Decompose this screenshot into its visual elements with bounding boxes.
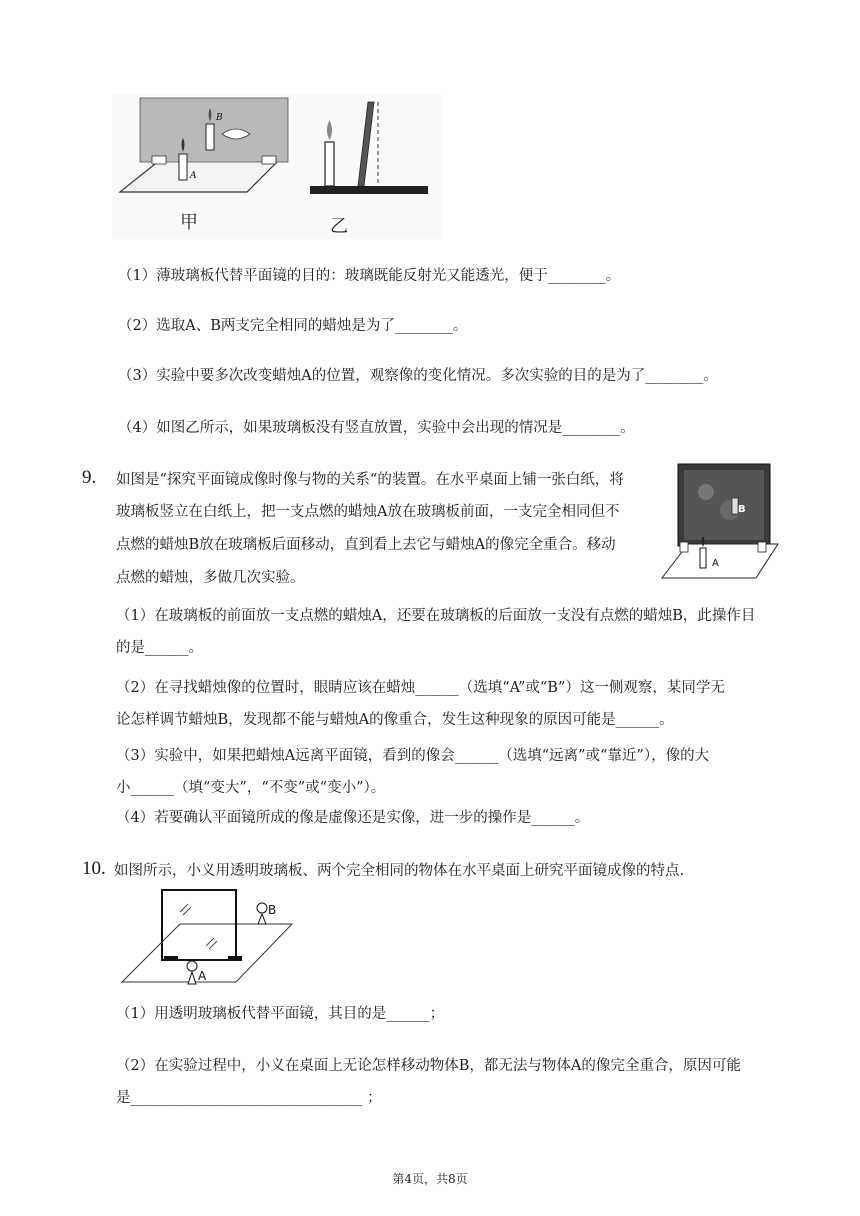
q9-item-1b: 的是______。 [116,640,203,656]
q9-item-2b: 论怎样调节蜡烛B，发现都不能与蜡烛A的像重合，发生这种现象的原因可能是______。 [116,712,674,728]
q8-item-3: （3）实验中要多次改变蜡烛A的位置，观察像的变化情况。多次实验的目的是为了________。 [118,368,718,384]
fig-label-jia: 甲 [180,212,198,233]
figure-q10-apparatus [120,888,295,988]
q9-intro-line-2: 玻璃板竖立在白纸上，把一支点燃的蜡烛A放在玻璃板前面，一支完全相同但不 [116,504,620,520]
q9-fig-label-a: A [712,558,719,569]
fig-label-candle-b: B [216,113,223,123]
q9-item-2a: （2）在寻找蜡烛像的位置时，眼睛应该在蜡烛______（选填“A”或“B”）这一侧观察，某同学无 [116,680,725,696]
q10-item-1: （1）用透明玻璃板代替平面镜，其目的是______； [116,1006,445,1022]
q8-item-2: （2）选取A、B两支完全相同的蜡烛是为了________。 [118,318,468,334]
q10-item-2b: 是________________________________ ； [116,1090,382,1106]
q10-intro: 如图所示，小义用透明玻璃板、两个完全相同的物体在水平桌面上研究平面镜成像的特点. [114,863,685,879]
q10-item-2a: （2）在实验过程中，小义在桌面上无论怎样移动物体B，都无法与物体A的像完全重合，原因可能 [116,1058,741,1074]
q9-intro-line-4: 点燃的蜡烛，多做几次实验。 [116,570,305,586]
q8-item-1: （1）薄玻璃板代替平面镜的目的：玻璃既能反射光又能透光，便于________。 [118,268,621,284]
q9-item-3b: 小______（填“变大”，“不变”或“变小”）。 [116,780,386,796]
q10-fig-label-b: B [268,903,277,917]
fig-label-candle-a: A [190,171,197,181]
q8-item-4: （4）如图乙所示，如果玻璃板没有竖直放置，实验中会出现的情况是________。 [118,420,635,436]
q9-number: 9. [82,467,97,488]
q9-item-1a: （1）在玻璃板的前面放一支点燃的蜡烛A，还要在玻璃板的后面放一支没有点燃的蜡烛B，此操作目 [116,608,756,624]
q9-intro-line-1: 如图是“探究平面镜成像时像与物的关系“的装置。在水平桌面上铺一张白纸，将 [116,472,624,488]
q9-intro-line-3: 点燃的蜡烛B放在玻璃板后面移动，直到看上去它与蜡烛A的像完全重合。移动 [116,537,616,553]
q9-fig-label-b: B [738,504,746,515]
q10-number: 10. [82,858,106,879]
q9-item-3a: （3）实验中，如果把蜡烛A远离平面镜，看到的像会______（选填“远离”或“靠近”），像的大 [116,748,710,764]
figure-q9-apparatus [660,462,780,582]
fig-label-yi: 乙 [330,216,348,237]
q10-fig-label-a: A [198,969,207,983]
q9-item-4: （4）若要确认平面镜所成的像是虚像还是实像，进一步的操作是______。 [116,810,590,826]
page-footer: 第4页，共8页 [392,1172,468,1186]
figure-jia-yi [112,94,442,239]
